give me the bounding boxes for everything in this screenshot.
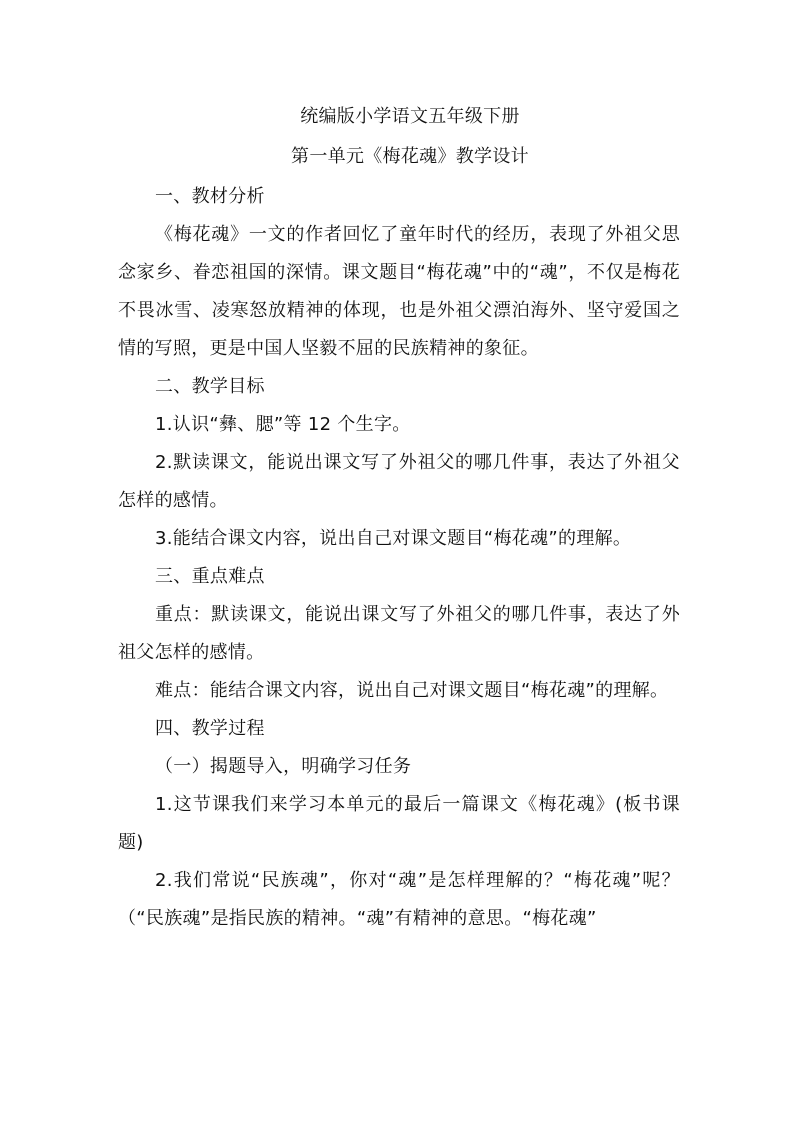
paragraph: 1.认识“彝、腮”等 12 个生字。 [155,414,411,435]
document-subtitle: 第一单元《梅花魂》教学设计 [291,146,529,167]
paragraph: 2.我们常说“民族魂”，你对“魂”是怎样理解的？“梅花魂”呢？（“民族魂”是指民族的精神。“魂”有精神的意思。“梅花魂” [118,870,680,929]
section-heading: 三、重点难点 [155,566,265,587]
paragraph: 《梅花魂》一文的作者回忆了童年时代的经历，表现了外祖父思念家乡、眷恋祖国的深情。课文题目“梅花魂”中的“魂”，不仅是梅花不畏冰雪、凌寒怒放精神的体现，也是外祖父漂泊海外、坚守爱国之情的写照，更是中国人坚毅不屈的民族精神的象征。 [118,224,680,359]
paragraph: 难点：能结合课文内容，说出自己对课文题目“梅花魂”的理解。 [155,680,669,701]
paragraph: 1.这节课我们来学习本单元的最后一篇课文《梅花魂》(板书课题) [118,794,680,853]
section-heading: 一、教材分析 [155,186,265,207]
document-title: 统编版小学语文五年级下册 [300,106,520,127]
paragraph: 3.能结合课文内容，说出自己对课文题目“梅花魂”的理解。 [155,528,632,549]
section-heading: 四、教学过程 [155,718,265,739]
subsection-heading: （一）揭题导入，明确学习任务 [155,756,412,777]
paragraph: 2.默读课文，能说出课文写了外祖父的哪几件事，表达了外祖父怎样的感情。 [118,452,680,511]
document-body [118,98,680,938]
paragraph: 重点：默读课文，能说出课文写了外祖父的哪几件事，表达了外祖父怎样的感情。 [118,604,680,663]
section-heading: 二、教学目标 [155,376,265,397]
